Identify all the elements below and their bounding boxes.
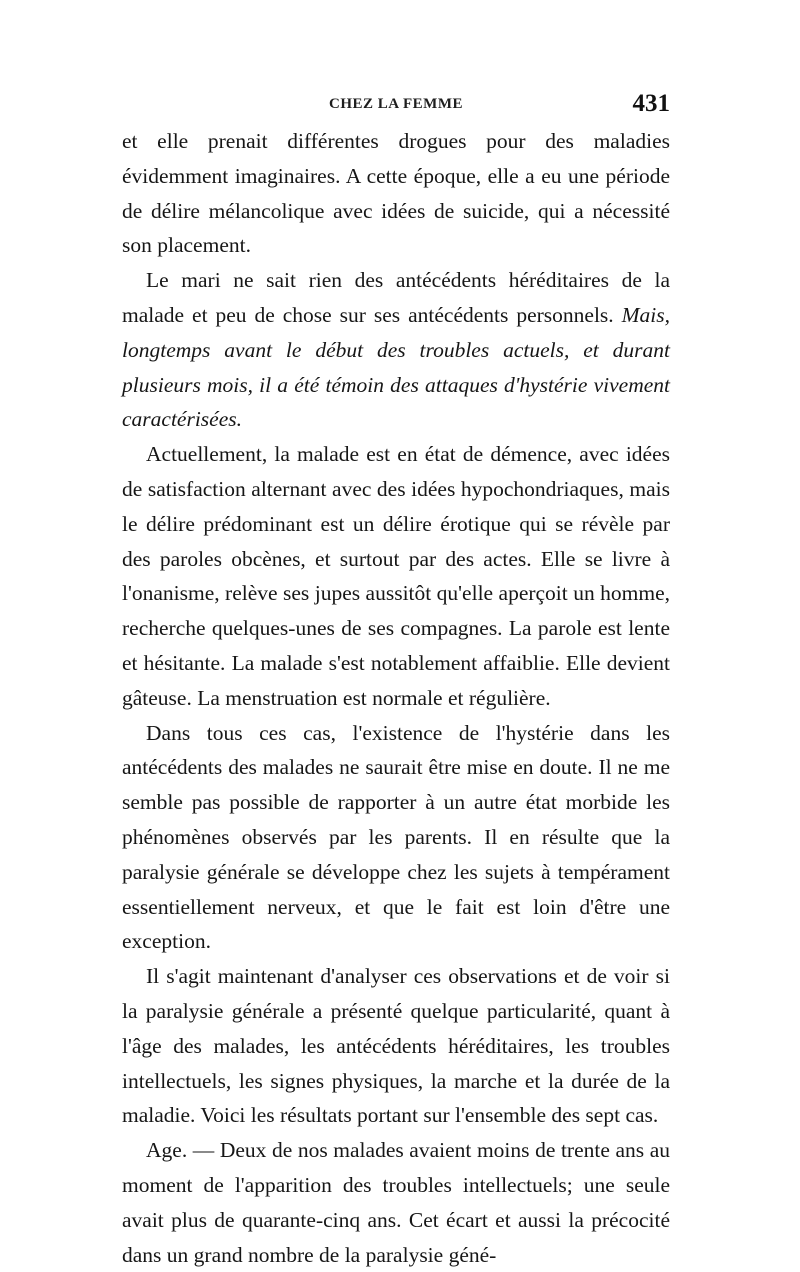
paragraph-current-state: Actuellement, la malade est en état de démence, avec idées de satisfaction alternant avec des idées hypochondriaques, mais le délire prédominant est un délire érotique qui se révèle par des paroles obcènes, et surtout par des actes. Elle se livre à l'onanisme, relève ses jupes aussitôt qu'elle aperçoit un homme, recherche quelques-unes de ses compagnes. La parole est lente et hésitante. La malade s'est notablement affaiblie. Elle devient gâteuse. La menstruation est normale et régulière. [122,442,670,710]
page-number: 431 [632,90,670,117]
paragraph-age-text: — Deux de nos malades avaient moins de trente ans au moment de l'apparition des troubles intellectuels; une seule avait plus de quarante-cinq ans. Cet écart et aussi la précocité dans un grand nombre de la paralysie géné- [122,1138,670,1267]
page-body [122,124,670,1267]
paragraph-family-history [122,263,670,437]
paragraph-analysis-intro: Il s'agit maintenant d'analyser ces observations et de voir si la paralysie générale a présenté quelque particularité, quant à l'âge des malades, les antécédents héréditaires, les troubles intellectuels, les signes physiques, la marche et la durée de la maladie. Voici les résultats portant sur l'ensemble des sept cas. [122,964,670,1128]
running-head: CHEZ LA FEMME [328,96,463,112]
paragraph-family-history-emphasis: Mais, longtemps avant le début des troubles actuels, et durant plusieurs mois, il a été témoin des attaques d'hystérie vivement caractérisées. [122,302,670,432]
section-label-age: Age. [146,1138,188,1163]
paragraph-continuation: et elle prenait différentes drogues pour des maladies évidemment imaginaires. A cette époque, elle a eu une période de délire mélancolique avec idées de suicide, qui a nécessité son placement. [122,129,670,258]
paragraph-family-history-lead: Le mari ne sait rien des antécédents héréditaires de la malade et peu de chose sur ses antécédents personnels. [122,268,670,327]
paragraph-hysteria-conclusion: Dans tous ces cas, l'existence de l'hystérie dans les antécédents des malades ne saurait être mise en doute. Il ne me semble pas possible de rapporter à un autre état morbide les phénomènes observés par les parents. Il en résulte que la paralysie générale se développe chez les sujets à tempérament essentiellement nerveux, et que le fait est loin d'être une exception. [122,720,670,954]
paragraph-age-section [122,1133,670,1272]
